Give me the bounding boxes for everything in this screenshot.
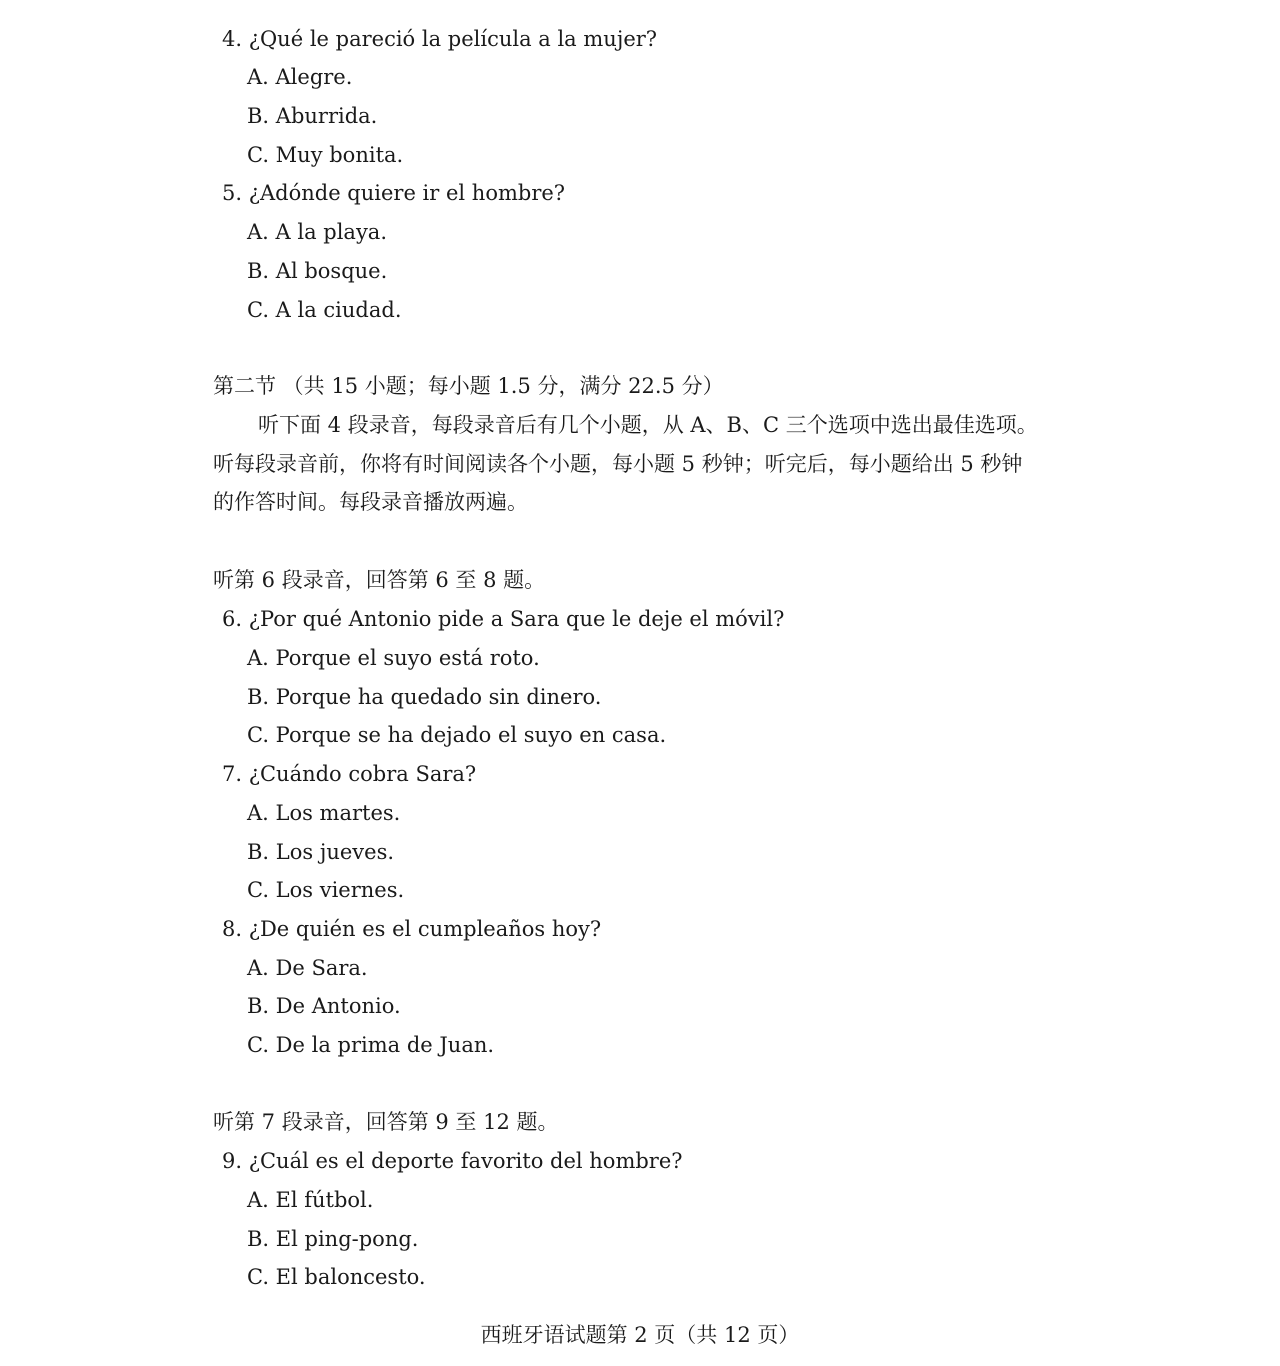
question-9-option-a: A. El fútbol. <box>247 1188 374 1212</box>
question-7-option-c: C. Los viernes. <box>247 878 405 902</box>
question-7-option-b: B. Los jueves. <box>247 840 395 864</box>
question-7-option-a: A. Los martes. <box>247 801 401 825</box>
question-8-option-b: B. De Antonio. <box>247 994 401 1018</box>
section-2-heading: 第二节 （共 15 小题；每小题 1.5 分，满分 22.5 分） <box>213 374 724 398</box>
question-8-option-a: A. De Sara. <box>247 956 368 980</box>
passage-7-heading: 听第 7 段录音，回答第 9 至 12 题。 <box>213 1110 559 1134</box>
question-4-option-b: B. Aburrida. <box>247 104 378 128</box>
question-8-option-c: C. De la prima de Juan. <box>247 1033 495 1057</box>
question-9-option-c: C. El baloncesto. <box>247 1265 426 1289</box>
question-5-stem: 5. ¿Adónde quiere ir el hombre? <box>222 181 566 205</box>
question-6-option-a: A. Porque el suyo está roto. <box>247 646 540 670</box>
question-5-option-a: A. A la playa. <box>247 220 388 244</box>
section-2-instruction-line-3: 的作答时间。每段录音播放两遍。 <box>213 490 528 514</box>
question-6-option-c: C. Porque se ha dejado el suyo en casa. <box>247 723 667 747</box>
question-6-option-b: B. Porque ha quedado sin dinero. <box>247 685 602 709</box>
question-4-option-c: C. Muy bonita. <box>247 143 404 167</box>
question-5-option-c: C. A la ciudad. <box>247 298 402 322</box>
section-2-instruction-line-2: 听每段录音前，你将有时间阅读各个小题，每小题 5 秒钟；听完后，每小题给出 5 秒钟 <box>213 452 1023 476</box>
question-4-option-a: A. Alegre. <box>247 65 353 89</box>
question-5-option-b: B. Al bosque. <box>247 259 388 283</box>
question-9-stem: 9. ¿Cuál es el deporte favorito del hombre? <box>222 1149 683 1173</box>
question-8-stem: 8. ¿De quién es el cumpleaños hoy? <box>222 917 602 941</box>
question-4-stem: 4. ¿Qué le pareció la película a la mujer? <box>222 27 658 51</box>
question-9-option-b: B. El ping-pong. <box>247 1227 419 1251</box>
page-footer: 西班牙语试题第 2 页（共 12 页） <box>480 1323 800 1347</box>
section-2-instruction-line-1: 听下面 4 段录音，每段录音后有几个小题，从 A、B、C 三个选项中选出最佳选项。 <box>258 413 1038 437</box>
question-6-stem: 6. ¿Por qué Antonio pide a Sara que le deje el móvil? <box>222 607 785 631</box>
passage-6-heading: 听第 6 段录音，回答第 6 至 8 题。 <box>213 568 546 592</box>
question-7-stem: 7. ¿Cuándo cobra Sara? <box>222 762 477 786</box>
